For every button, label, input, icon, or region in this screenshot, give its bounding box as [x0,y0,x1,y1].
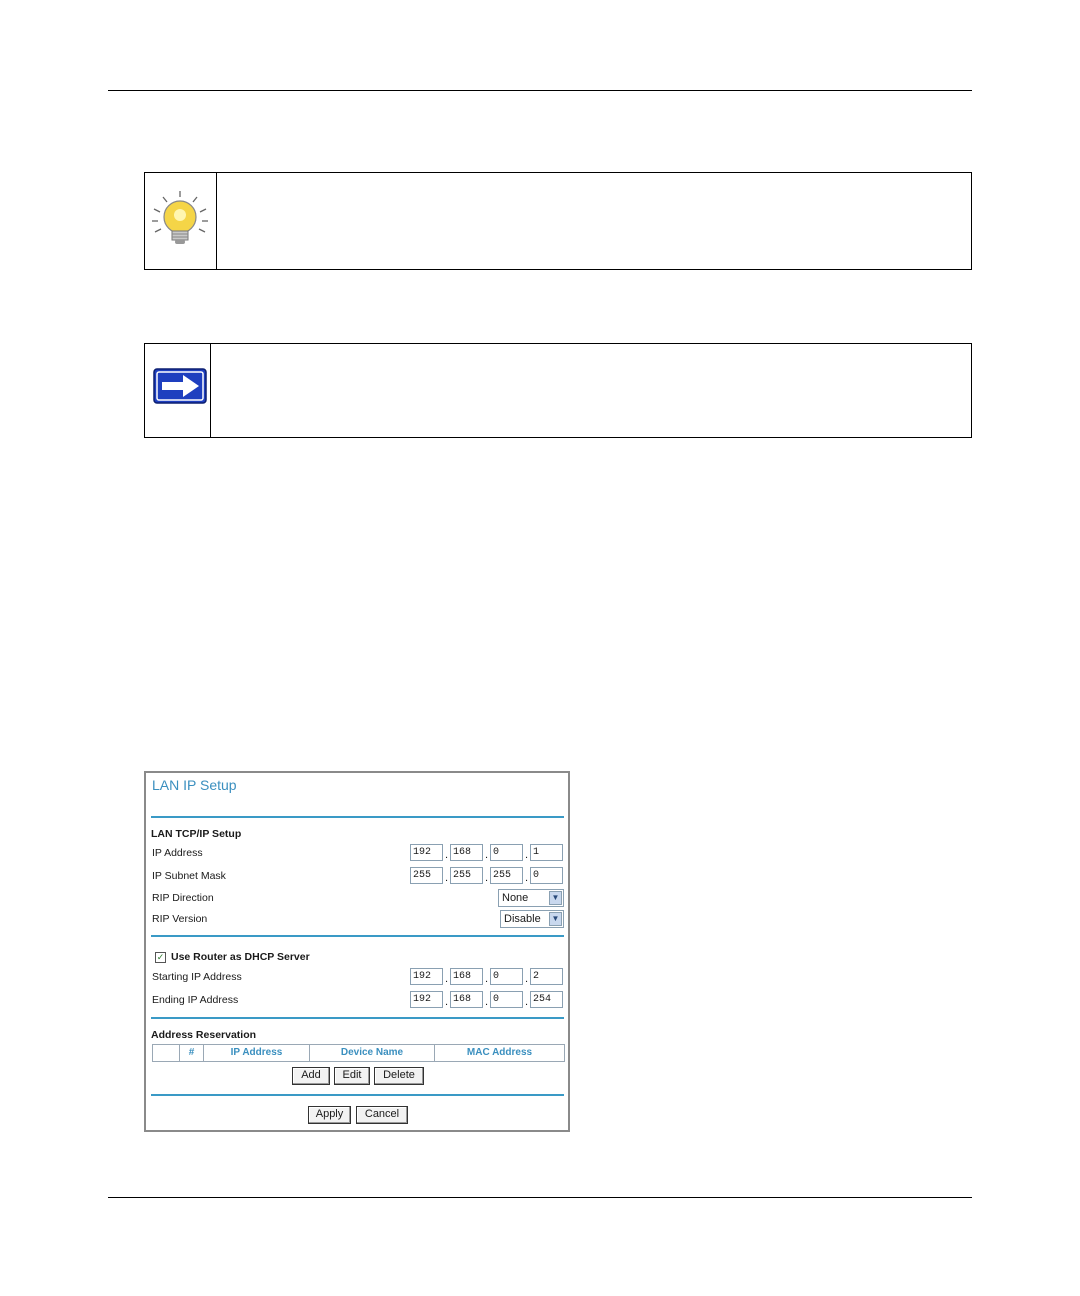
divider [151,1094,564,1096]
dhcp-server-checkbox[interactable]: ✓ [156,952,165,962]
octet-separator: . [445,973,449,985]
reservation-col-select [153,1045,180,1061]
note-callout [144,343,972,438]
ip-address-label: IP Address [152,847,203,859]
lan-tcpip-section-label: LAN TCP/IP Setup [151,828,242,840]
note-text-cell [210,344,971,437]
subnet-mask-octet-2[interactable]: 255 [450,867,483,884]
reservation-col-mac-address: MAC Address [466,1047,533,1058]
arrow-right-icon [153,368,207,404]
ip-address-octet-1[interactable]: 192 [410,844,443,861]
panel-title: LAN IP Setup [152,777,237,793]
subnet-mask-octet-4[interactable]: 0 [530,867,563,884]
octet-separator: . [525,872,529,884]
starting-ip-octet-3[interactable]: 0 [490,968,523,985]
rip-version-select[interactable] [500,910,564,928]
chevron-down-icon: ▼ [549,891,562,905]
header-rule [108,90,972,91]
ip-address-octet-4[interactable]: 1 [530,844,563,861]
ending-ip-octet-4[interactable]: 254 [530,991,563,1008]
note-icon-cell [145,344,211,437]
ending-ip-label: Ending IP Address [152,994,239,1006]
rip-direction-label: RIP Direction [152,892,214,904]
starting-ip-octet-4[interactable]: 2 [530,968,563,985]
ending-ip-octet-3[interactable]: 0 [490,991,523,1008]
divider [151,935,564,937]
divider [151,1017,564,1019]
rip-version-value: Disable [504,913,541,925]
ending-ip-octet-1[interactable]: 192 [410,991,443,1008]
octet-separator: . [445,996,449,1008]
edit-button[interactable]: Edit [334,1067,370,1085]
octet-separator: . [445,849,449,861]
ip-address-octet-3[interactable]: 0 [490,844,523,861]
tip-text-cell [216,173,971,269]
dhcp-server-checkbox-label: Use Router as DHCP Server [171,951,310,963]
tip-icon-cell [145,173,217,269]
chevron-down-icon: ▼ [549,912,562,926]
lan-ip-setup-panel [144,771,570,1132]
reservation-col-number: # [180,1045,204,1061]
octet-separator: . [525,996,529,1008]
reservation-col-device-name: Device Name [310,1045,435,1061]
subnet-mask-octet-3[interactable]: 255 [490,867,523,884]
address-reservation-section-label: Address Reservation [151,1029,257,1041]
octet-separator: . [485,996,489,1008]
apply-button[interactable]: Apply [308,1106,351,1124]
subnet-mask-octet-1[interactable]: 255 [410,867,443,884]
rip-version-label: RIP Version [152,913,208,925]
octet-separator: . [525,973,529,985]
rip-direction-value: None [502,892,529,904]
divider [151,816,564,818]
starting-ip-octet-1[interactable]: 192 [410,968,443,985]
footer-rule [108,1197,972,1198]
add-button[interactable]: Add [292,1067,330,1085]
ending-ip-octet-2[interactable]: 168 [450,991,483,1008]
octet-separator: . [485,973,489,985]
delete-button[interactable]: Delete [374,1067,424,1085]
tip-callout [144,172,972,270]
ip-address-octet-2[interactable]: 168 [450,844,483,861]
starting-ip-label: Starting IP Address [152,971,242,983]
lightbulb-icon [149,189,211,251]
subnet-mask-label: IP Subnet Mask [152,870,226,882]
octet-separator: . [525,849,529,861]
octet-separator: . [485,872,489,884]
octet-separator: . [445,872,449,884]
reservation-table-header [152,1044,565,1062]
cancel-button[interactable]: Cancel [356,1106,408,1124]
reservation-col-ip-address: IP Address [204,1045,310,1061]
starting-ip-octet-2[interactable]: 168 [450,968,483,985]
rip-direction-select[interactable] [498,889,564,907]
octet-separator: . [485,849,489,861]
